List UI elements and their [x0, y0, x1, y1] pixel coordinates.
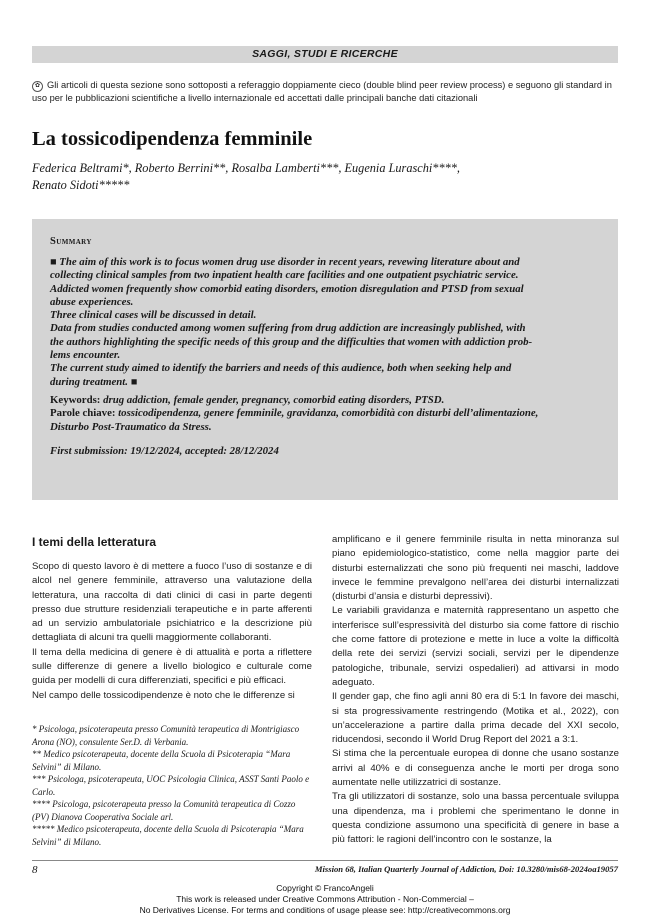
parole-text-1: tossicodipendenza, genere femminile, gravidanza, comorbidità con disturbi dell’alimentazione,	[118, 407, 539, 420]
paragraph: Nel campo delle tossicodipendenze è noto che le differenze si	[32, 689, 295, 701]
summary-line: Data from studies conducted among women suffering from drug addiction are increasingly published, with	[50, 322, 526, 335]
paragraph: Si stima che la percentuale europea di donne che usano sostanze arrivi al 40% e di conseguenza anche le morti per droga sono aumentate nelle utilizzatrici di sostanze.	[332, 748, 619, 789]
summary-content	[50, 236, 606, 457]
summary-line: The current study aimed to identify the barriers and needs of this audience, both when seeking help and	[50, 362, 512, 375]
footer-rule	[32, 860, 618, 861]
summary-line: during treatment. ■	[50, 375, 138, 388]
copyright-line: Copyright © FrancoAngeli	[276, 883, 374, 893]
keywords	[50, 394, 606, 407]
paragraph: Il gender gap, che fino agli anni 80 era di 5:1 In favore dei maschi, si sta progressivamente restringendo (Motika et al., 2022), con un’accelerazione a partire dalla prima decade del XXI secolo, riducendosi, secondo il World Drug Report del 2021 a 3:1.	[332, 691, 619, 746]
summary-line: collecting clinical samples from two inpatient health care facilities and one outpatient psychiatric service.	[50, 269, 519, 282]
paragraph: Scopo di questo lavoro è di mettere a fuoco l’uso di sostanze e di alcol nel genere femminile, attraverso una valutazione della letteratura, una raccolta di dati clinici di casi in parte degenti presso due strutture residenziali terapeutiche e in parte afferenti ad un servizio ambulatoriale psichiatrico e la descrizione più dettagliata di alcuni tra quelli maggiormente collaboranti.	[32, 561, 312, 644]
peer-review-icon: ✿	[32, 81, 43, 92]
footnote: *** Psicologa, psicoterapeuta, UOC Psicologia Clinica, ASST Santi Paolo e Carlo.	[32, 774, 310, 797]
article-title: La tossicodipendenza femminile	[32, 128, 313, 150]
section-title: SAGGI, STUDI E RICERCHE	[252, 48, 398, 60]
footnote: ** Medico psicoterapeuta, docente della Scuola di Psicoterapia “Mara Selvini” di Milano.	[32, 749, 291, 772]
journal-citation: Mission 68, Italian Quarterly Journal of Addiction, Doi: 10.3280/mis68-2024oa19057	[314, 864, 618, 874]
parole-text-2: Disturbo Post-Traumatico da Stress.	[50, 420, 212, 433]
referee-note	[32, 79, 622, 105]
summary-line: Three clinical cases will be discussed in detail.	[50, 309, 257, 322]
license-notice	[0, 883, 650, 916]
paragraph: amplificano e il genere femminile risulta in netta minoranza sul piano epidemiologico-statistico, come nella maggior parte dei disturbi esternalizzati che sono più frequenti nei maschi, laddove invece le femmine prevalgono nell’area dei disturbi internalizzati (disturbi d’ansia e disturbi depressivi).	[332, 534, 619, 603]
keywords-label: Keywords:	[50, 393, 101, 406]
paragraph: Il tema della medicina di genere è di attualità e porta a riflettere sulle differenze di genere a livello biologico e culturale come guida per modelli di cura differenziati, specifici e più efficaci.	[32, 646, 312, 687]
summary-line: lems encounter.	[50, 349, 121, 362]
license-line: This work is released under Creative Commons Attribution - Non-Commercial –	[176, 894, 474, 904]
page-number: 8	[32, 864, 38, 876]
parole-label: Parole chiave:	[50, 407, 116, 420]
summary-abstract	[50, 256, 606, 389]
section-heading: I temi della letteratura	[32, 535, 157, 549]
footnote: ***** Medico psicoterapeuta, docente della Scuola di Psicoterapia “Mara Selvini” di Milano.	[32, 824, 304, 847]
referee-note-text: Gli articoli di questa sezione sono sottoposti a referaggio doppiamente cieco (double blind peer review process) e seguono gli standard in uso per le pubblicazioni scientifiche a livello internazionale ed accettati dalle principali banche dati citazionali	[32, 80, 612, 103]
summary-line: ■ The aim of this work is to focus women drug use disorder in recent years, revewing literature about and	[50, 256, 520, 268]
summary-line: the authors highlighting the specific needs of this group and the difficulties that women with addiction prob-	[50, 335, 533, 348]
summary-line: Addicted women frequently show comorbid eating disorders, emotion disregulation and PTSD from sexual	[50, 282, 524, 295]
authors-line-1: Federica Beltrami*, Roberto Berrini**, Rosalba Lamberti***, Eugenia Luraschi****,	[32, 161, 460, 175]
footnotes	[32, 723, 312, 848]
summary-heading: Summary	[50, 236, 92, 247]
footnote: * Psicologa, psicoterapeuta presso Comunità terapeutica di Montrigiasco Arona (NO), consulente Ser.D. di Verbania.	[32, 724, 300, 747]
footnote: **** Psicologa, psicoterapeuta presso la Comunità terapeutica di Cozzo (PV) Dianova Cooperativa Sociale arl.	[32, 799, 296, 822]
keywords-text: drug addiction, female gender, pregnancy, comorbid eating disorders, PTSD.	[103, 393, 445, 406]
body-column-right	[332, 533, 619, 848]
license-line: No Derivatives License. For terms and conditions of usage please see: http://creativecommons.org	[139, 905, 511, 915]
body-column-left	[32, 560, 312, 703]
submission-dates: First submission: 19/12/2024, accepted: 28/12/2024	[50, 444, 279, 457]
summary-line: abuse experiences.	[50, 295, 134, 308]
paragraph: Tra gli utilizzatori di sostanze, solo una bassa percentuale sviluppa una dipendenza, ma i problemi che sperimentano le donne in questa condizione assumono una specificità di genere in base a più fattori: le ragioni dell’incontro con le sostanze, la	[332, 791, 619, 846]
article-authors	[32, 160, 622, 194]
parole-chiave	[50, 407, 606, 434]
authors-line-2: Renato Sidoti*****	[32, 178, 130, 192]
section-header-bar	[32, 46, 618, 63]
paragraph: Le variabili gravidanza e maternità rappresentano un aspetto che interferisce sull’espressività del disturbo sia come fattore di rischio che come fattore di protezione e mette in luce a volte la difficoltà della rete dei servizi (servizi sociali, servizi per le dipendenze patologiche, tribunale, servizi ospedalieri) ad attivarsi in modo adeguato.	[332, 605, 619, 688]
